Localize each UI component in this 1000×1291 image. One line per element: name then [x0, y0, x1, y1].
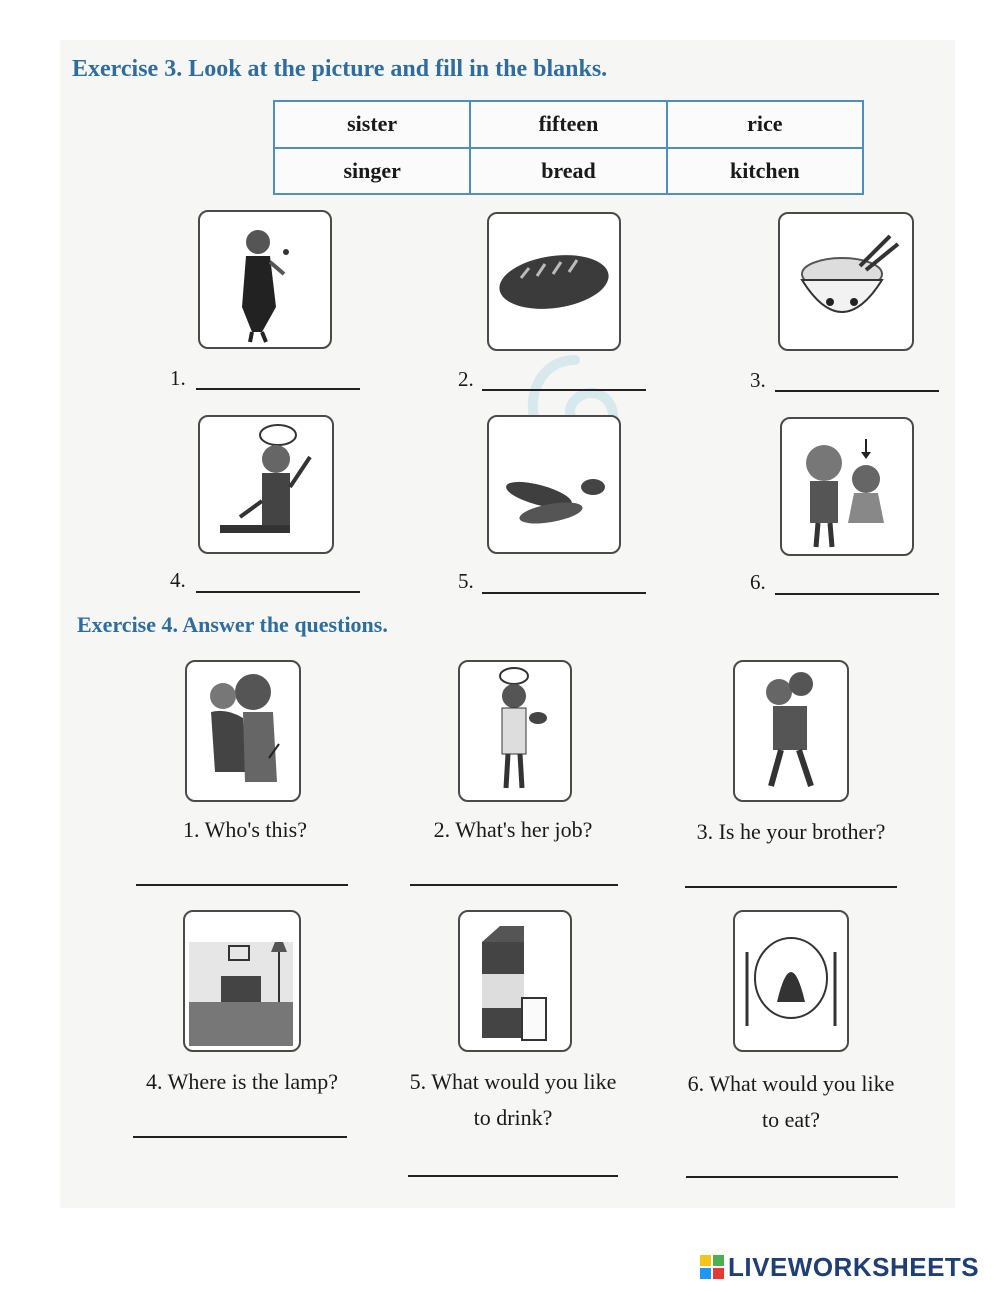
answer-blank-1[interactable] — [196, 388, 360, 390]
picture-card-chef — [458, 660, 572, 802]
blank-number-5: 5. — [458, 569, 474, 593]
question-1-text: 1. Who's this? — [183, 817, 307, 842]
living-room-icon — [185, 912, 299, 1050]
table-row — [274, 101, 863, 148]
blank-number-1: 1. — [170, 366, 186, 390]
word-bank-table — [273, 100, 864, 195]
exercise3-title: Exercise 3. Look at the picture and fill in the blanks. — [72, 56, 608, 82]
picture-card-singer — [198, 210, 332, 349]
mother-child-icon — [187, 662, 299, 800]
question-3-text: 3. Is he your brother? — [696, 819, 886, 844]
rice-bowl-icon — [780, 214, 912, 349]
meal-plate-icon — [735, 912, 847, 1050]
word-cell: singer — [274, 148, 470, 195]
question-2 — [408, 812, 618, 848]
brother-sister-icon — [782, 419, 912, 554]
bread-icon — [489, 214, 619, 349]
beans-icon — [489, 417, 619, 552]
answer-blank-3[interactable] — [775, 390, 939, 392]
answer-line-q5[interactable] — [408, 1175, 618, 1177]
question-5-line1: 5. What would you like — [409, 1069, 617, 1094]
picture-card-milk — [458, 910, 572, 1052]
exercise4-title: Exercise 4. Answer the questions. — [77, 612, 388, 637]
question-1 — [140, 812, 350, 848]
picture-card-bread — [487, 212, 621, 351]
milk-icon — [460, 912, 570, 1050]
word-cell: fifteen — [470, 101, 666, 148]
word-cell: rice — [667, 101, 863, 148]
picture-card-rice — [778, 212, 914, 351]
answer-blank-6[interactable] — [775, 593, 939, 595]
singer-icon — [200, 212, 330, 347]
word-cell: bread — [470, 148, 666, 195]
question-6 — [668, 1066, 914, 1138]
table-row — [274, 148, 863, 195]
brothers-icon — [735, 662, 847, 800]
answer-blank-4[interactable] — [196, 591, 360, 593]
picture-card-meal — [733, 910, 849, 1052]
blank-number-2: 2. — [458, 367, 474, 391]
picture-card-mother-child — [185, 660, 301, 802]
question-6-line1: 6. What would you like — [687, 1071, 895, 1096]
question-2-text: 2. What's her job? — [433, 817, 593, 842]
liveworksheets-logo-icon — [700, 1255, 724, 1279]
chef-icon — [460, 662, 570, 800]
picture-card-brothers — [733, 660, 849, 802]
picture-card-chef-cooking — [198, 415, 334, 554]
answer-line-q4[interactable] — [133, 1136, 347, 1138]
word-cell: sister — [274, 101, 470, 148]
answer-line-q2[interactable] — [410, 884, 618, 886]
blank-number-6: 6. — [750, 570, 766, 594]
question-4 — [124, 1064, 360, 1100]
answer-line-q3[interactable] — [685, 886, 897, 888]
picture-card-siblings — [780, 417, 914, 556]
picture-card-beans — [487, 415, 621, 554]
question-5 — [390, 1064, 636, 1136]
liveworksheets-brand[interactable] — [700, 1252, 979, 1282]
question-6-line2: to eat? — [761, 1107, 821, 1132]
answer-line-q6[interactable] — [686, 1176, 898, 1178]
answer-line-q1[interactable] — [136, 884, 348, 886]
question-3 — [680, 814, 902, 850]
picture-card-living-room — [183, 910, 301, 1052]
answer-blank-2[interactable] — [482, 389, 646, 391]
brand-name: LIVEWORKSHEETS — [728, 1251, 980, 1282]
blank-number-3: 3. — [750, 368, 766, 392]
chef-cooking-icon — [200, 417, 332, 552]
question-4-text: 4. Where is the lamp? — [145, 1069, 339, 1094]
blank-number-4: 4. — [170, 568, 186, 592]
question-5-line2: to drink? — [473, 1105, 553, 1130]
word-cell: kitchen — [667, 148, 863, 195]
answer-blank-5[interactable] — [482, 592, 646, 594]
